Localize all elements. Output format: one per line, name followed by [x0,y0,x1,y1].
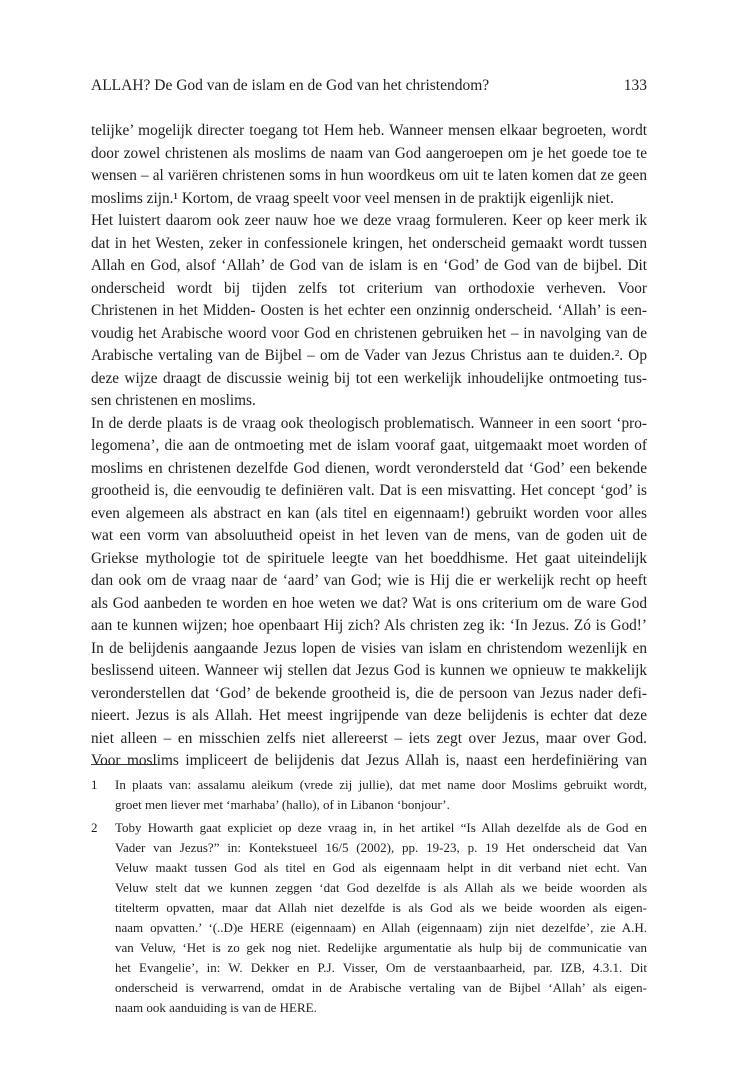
body-line: dan ook om de vraag naar de ‘aard’ van God; wie is Hij die er werkelijk recht op heeft [91,572,647,589]
footnote-line: naam opvatten.’ ‘(..D)e HERE (eigennaam) en Allah (eigennaam) zijn niet dezelfde’, zie A.H. [115,920,647,935]
footnote-line: het Evangelie’, in: W. Dekker en P.J. Visser, Om de verstaanbaarheid, par. IZB, 4.3.1. Dit [115,960,647,975]
body-line: Arabische vertaling van de Bijbel – om de Vader van Jezus Christus aan te duiden.². Op [91,347,647,364]
body-line: nieert. Jezus is als Allah. Het meest ingrijpende van deze belijdenis is echter dat deze [91,707,647,724]
footnotes [91,775,647,1021]
body-line: wat een vorm van absoluutheid opeist in het leven van de mens, van de goden uit de [91,527,647,544]
body-line: In de belijdenis aangaande Jezus lopen de visies van islam en christendom wezenlijk en [91,639,647,657]
body-line: als God aanbeden te worden en hoe weten we dat? Wat is ons criterium om de ware God [91,594,647,612]
body-line: veronderstellen dat ‘God’ de bekende grootheid is, die de persoon van Jezus nader defi- [91,684,647,702]
footnote-text [115,775,647,815]
footnote [91,775,647,815]
body-line: voudig het Arabische woord voor God en christenen gebruiken het – in navolging van de [91,324,647,342]
footnote-line: naam ook aanduiding is van de HERE. [115,1000,317,1015]
footnote-text [115,818,647,1018]
running-header [91,74,647,98]
body-line: Voor moslims impliceert de belijdenis dat Jezus Allah is, naast een herdefiniëring van [91,752,647,769]
footnote-line: van Veluw, ‘Het is zo gek nog niet. Redelijke argumentatie als hulp bij de communicatie van [115,940,647,955]
body-line: onderscheid wordt bij tijden zelfs tot criterium van orthodoxie verheven. Voor [91,279,647,297]
footnote [91,818,647,1018]
footnote-number: 1 [91,777,98,792]
body-line: Christenen in het Midden- Oosten is het echter een onzinnig onderscheid. ‘Allah’ is een- [91,302,647,319]
body-line: Griekse mythologie tot de spirituele leegte van het boeddhisme. Het gaat uiteindelijk [91,549,647,567]
footnote-separator [91,764,157,765]
footnote-line: Veluw maakt tussen God als titel en God als eigennaam helpt in dit verband niet echt. Van [115,860,647,875]
footnote-number: 2 [91,820,98,835]
body-line: moslims zijn.¹ Kortom, de vraag speelt voor veel mensen in de praktijk eigenlijk niet. [91,189,614,207]
body-line: door zowel christenen als moslims de naam van God aangeroepen om je het goede toe te [91,144,647,162]
body-text [91,120,647,773]
body-line: wensen – al variëren christenen soms in hun woordkeus om uit te laten komen dat ze geen [91,167,647,184]
body-line: niet alleen – en misschien zelfs niet allereerst – iets zegt over Jezus, maar over God. [91,729,647,747]
body-line: even algemeen als abstract en kan (als titel en eigennaam!) gebruikt worden voor alles [91,504,647,522]
body-line: deze wijze draagt de discussie weinig bij tot een werkelijk inhoudelijke ontmoeting tus- [91,369,647,387]
footnote-line: Toby Howarth gaat expliciet op deze vraag in, in het artikel “Is Allah dezelfde als de God en [115,820,647,835]
body-line: Allah en God, alsof ‘Allah’ de God van de islam is en ‘God’ de God van de bijbel. Dit [91,257,647,274]
footnote-line: onderscheid is verwarrend, omdat in de Arabische vertaling van de Bijbel ‘Allah’ als eigen- [115,980,647,995]
body-line: sen christenen en moslims. [91,392,256,409]
footnote-line: Vader van Jezus?” in: Kontekstueel 16/5 (2002), pp. 19-23, p. 19 Het onderscheid dat Van [115,840,647,855]
body-line: grootheid is, die eenvoudig te definiëren valt. Dat is een misvatting. Het concept ‘god’ is [91,482,647,499]
footnote-line: titelterm opvatten, maar dat Allah niet dezelfde is als God als we beide woorden als eigen- [115,900,647,915]
footnote-line: groet men liever met ‘marhaba’ (hallo), of in Libanon ‘bonjour’. [115,797,450,812]
body-line: legomena’, die aan de ontmoeting met de islam vooraf gaat, uitgemaakt moet worden of [91,437,647,454]
body-line: aan te kunnen wijzen; hoe openbaart Hij zich? Als christen zeg ik: ‘In Jezus. Zó is God!’ [91,617,647,634]
body-line: Het luistert daarom ook zeer nauw hoe we deze vraag formuleren. Keer op keer merk ik [91,212,647,229]
body-line: dat in het Westen, zeker in confessionele kringen, het onderscheid gemaakt wordt tussen [91,234,647,252]
footnote-line: In plaats van: assalamu aleikum (vrede zij jullie), dat met name door Moslims gebruikt wordt, [115,777,647,792]
body-line: telijke’ mogelijk directer toegang tot Hem heb. Wanneer mensen elkaar begroeten, wordt [91,122,647,139]
page-number: 133 [623,77,647,94]
body-line: In de derde plaats is de vraag ook theologisch problematisch. Wanneer in een soort ‘pro- [91,414,647,432]
footnote-line: Veluw stelt dat we kunnen zeggen ‘dat God dezelfde is als Allah als we beide woorden als [115,880,647,895]
body-line: beslissend uiteen. Wanneer wij stellen dat Jezus God is kunnen we opnieuw te makkelijk [91,662,647,679]
body-line: moslims en christenen dezelfde God dienen, wordt verondersteld dat ‘God’ een bekende [91,459,647,477]
running-title: ALLAH? De God van de islam en de God van het christendom? [91,77,490,94]
